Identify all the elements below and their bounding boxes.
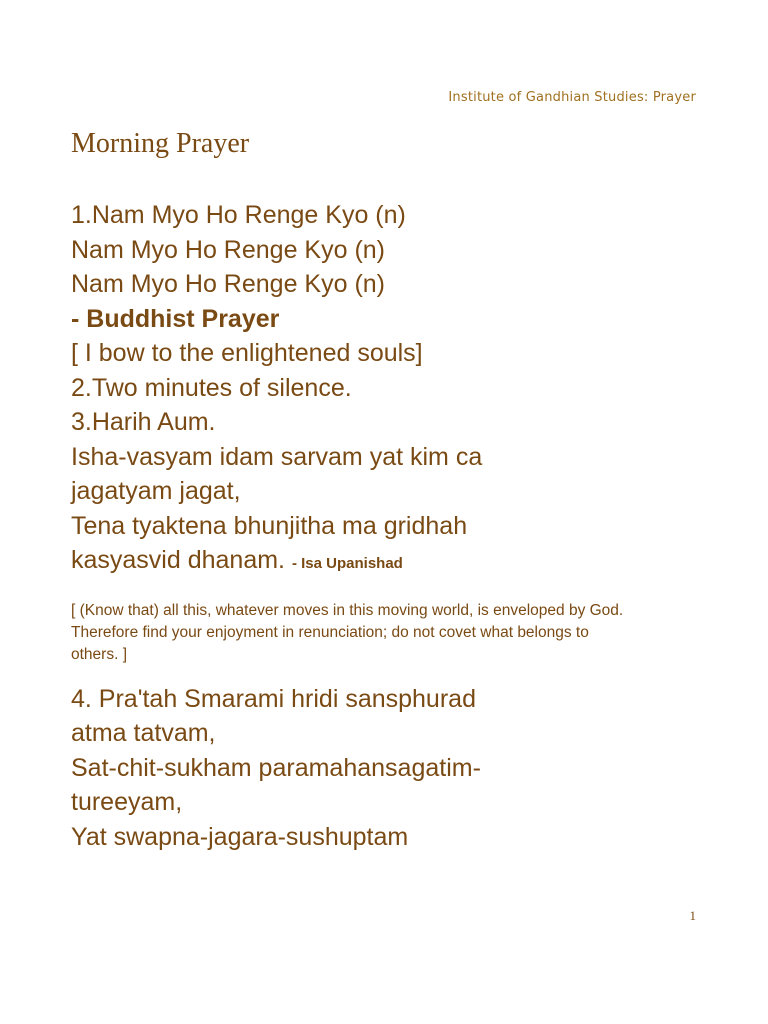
prayer-line-pratah-5: Yat swapna-jagara-sushuptam xyxy=(71,822,409,851)
prayer-line-isha-3: Tena tyaktena bhunjitha ma gridhah xyxy=(71,511,468,540)
prayer-source-buddhist: - Buddhist Prayer xyxy=(71,304,280,333)
prayer-line-pratah-4: tureeyam, xyxy=(71,788,183,816)
prayer-line-isha-4 xyxy=(71,543,721,582)
prayer-line-harih-aum: 3.Harih Aum. xyxy=(71,408,216,436)
prayer-line-silence: 2.Two minutes of silence. xyxy=(71,373,352,402)
prayer-line-pratah-2: atma tatvam, xyxy=(71,719,216,747)
prayer-line-isha-1: Isha-vasyam idam sarvam yat kim ca xyxy=(71,442,483,471)
page-number: 1 xyxy=(689,908,696,923)
page-title: Morning Prayer xyxy=(71,128,250,159)
translation-paragraph: [ (Know that) all this, whatever moves in this moving world, is enveloped by God. Therefore find your enjoyment in renunciation; do not covet what belongs to others. ] xyxy=(71,601,624,663)
prayer-meaning-line: [ I bow to the enlightened souls] xyxy=(71,339,423,367)
prayer-line-pratah-1: 4. Pra'tah Smarami hridi sansphurad xyxy=(71,684,476,713)
prayer-body xyxy=(71,198,721,854)
prayer-source-upanishad: - Isa Upanishad xyxy=(291,555,403,572)
running-header: Institute of Gandhian Studies: Prayer xyxy=(448,90,696,105)
prayer-line-2: Nam Myo Ho Renge Kyo (n) xyxy=(71,235,386,264)
prayer-line-3: Nam Myo Ho Renge Kyo (n) xyxy=(71,270,386,298)
prayer-line-isha-4-text: kasyasvid dhanam. xyxy=(71,546,286,574)
prayer-line-isha-2: jagatyam jagat, xyxy=(71,477,241,505)
prayer-line-1: 1.Nam Myo Ho Renge Kyo (n) xyxy=(71,201,406,229)
prayer-line-pratah-3: Sat-chit-sukham paramahansagatim- xyxy=(71,753,481,782)
